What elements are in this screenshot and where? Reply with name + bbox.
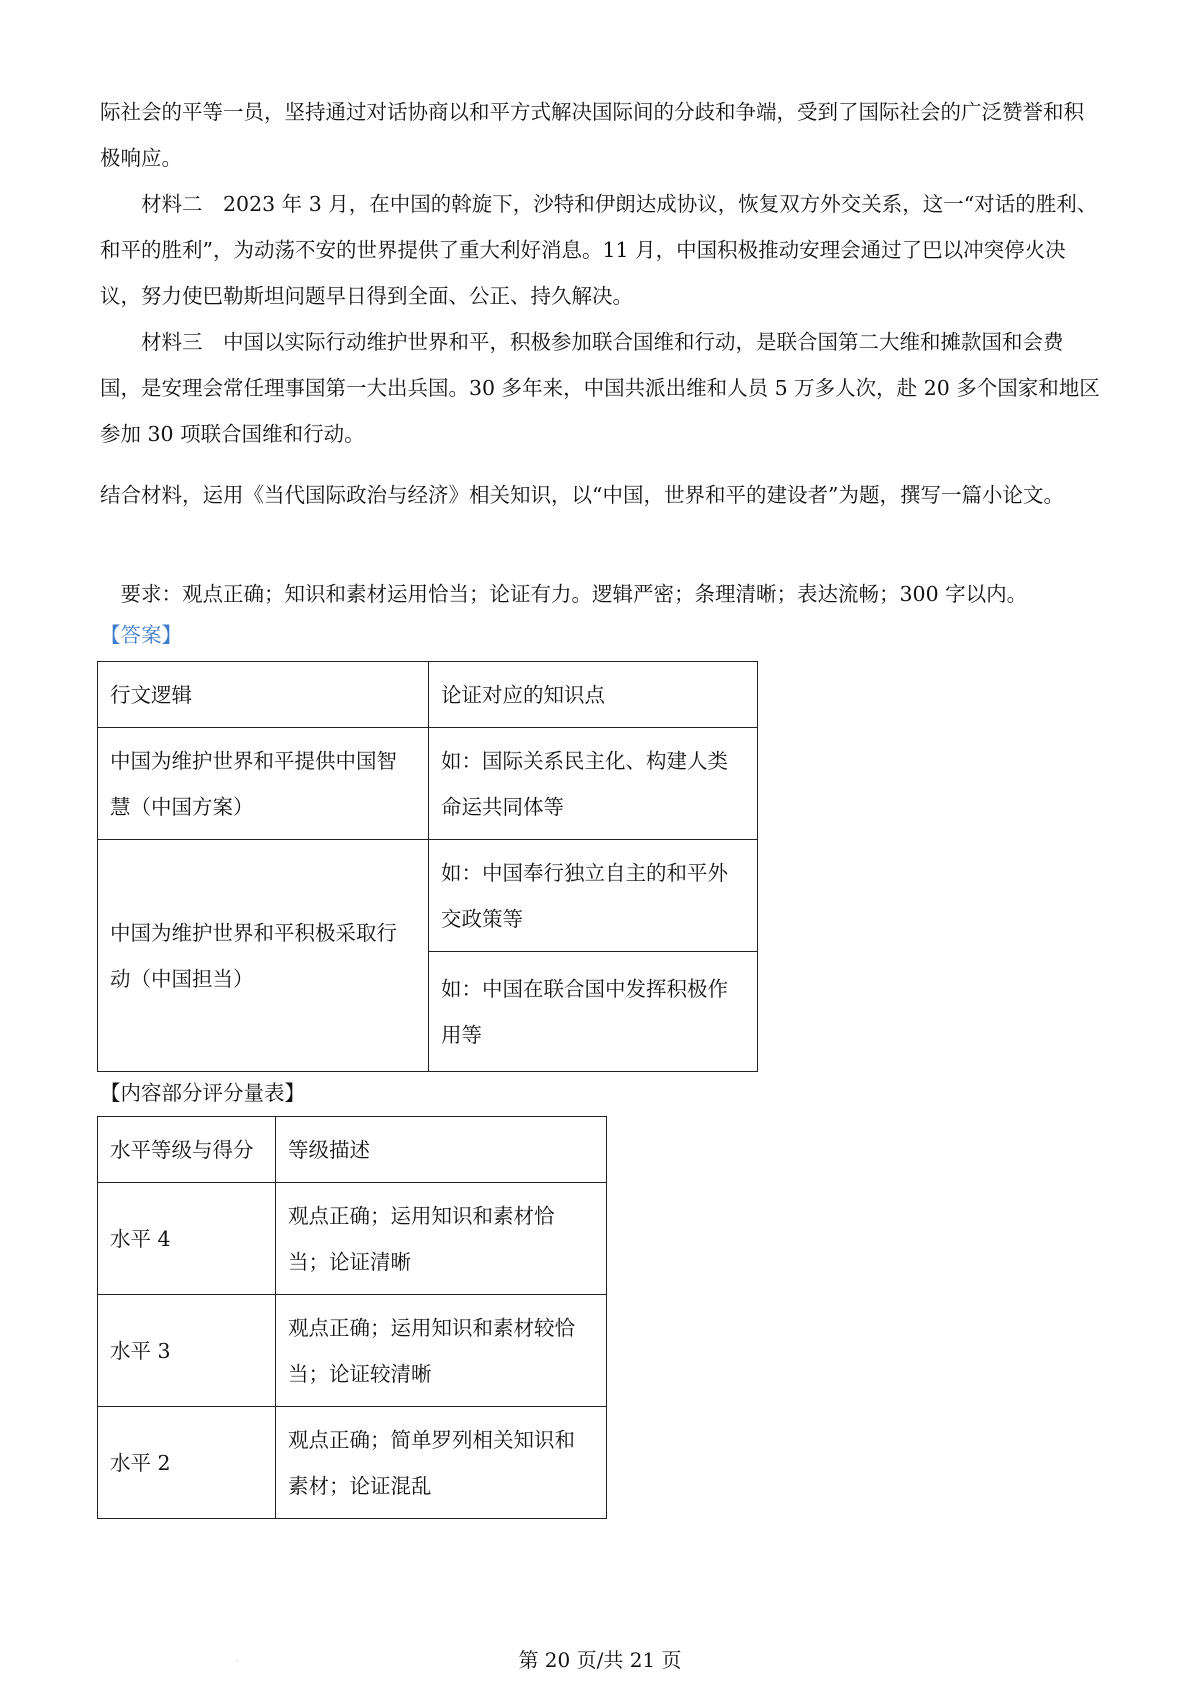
rubric-level-cell: 水平 4 [98, 1183, 276, 1295]
rubric-desc-cell: 观点正确；运用知识和素材较恰当；论证较清晰 [276, 1295, 607, 1407]
answer-point-cell: 如：中国在联合国中发挥积极作用等 [429, 952, 758, 1072]
answer-point-cell: 如：国际关系民主化、构建人类命运共同体等 [429, 728, 758, 840]
answer-logic-cell: 中国为维护世界和平积极采取行动（中国担当） [98, 840, 429, 1072]
rubric-level-cell: 水平 3 [98, 1295, 276, 1407]
answer-table [97, 661, 758, 1072]
page-footer: 第 20 页/共 21 页 [518, 1648, 682, 1672]
rubric-desc-cell: 观点正确；简单罗列相关知识和素材；论证混乱 [276, 1407, 607, 1519]
answer-table-header: 行文逻辑 [98, 662, 429, 728]
rubric-table-header: 水平等级与得分 [98, 1117, 276, 1183]
scan-speck: · [236, 1657, 239, 1666]
paragraph-requirements: 要求：观点正确；知识和素材运用恰当；论证有力。逻辑严密；条理清晰；表达流畅；300 字以内。 [120, 582, 1028, 606]
rubric-table-header: 等级描述 [276, 1117, 607, 1183]
rubric-level-cell: 水平 2 [98, 1407, 276, 1519]
rubric-table [97, 1116, 607, 1519]
answer-logic-cell: 中国为维护世界和平提供中国智慧（中国方案） [98, 728, 429, 840]
paragraph-task: 结合材料，运用《当代国际政治与经济》相关知识，以“中国，世界和平的建设者”为题，撰写一篇小论文。 [100, 483, 1064, 507]
rubric-title: 【内容部分评分量表】 [100, 1081, 305, 1105]
answer-label: 【答案】 [100, 623, 182, 647]
paragraph-material-3: 材料三 中国以实际行动维护世界和平，积极参加联合国维和行动，是联合国第二大维和摊款国和会费国，是安理会常任理事国第一大出兵国。30 多年来，中国共派出维和人员 5 万多人次，赴 20 多个国家和地区参加 30 项联合国维和行动。 [100, 330, 1100, 446]
paragraph-material-2: 材料二 2023 年 3 月，在中国的斡旋下，沙特和伊朗达成协议，恢复双方外交关系，这一“对话的胜利、和平的胜利”，为动荡不安的世界提供了重大利好消息。11 月，中国积极推动安理会通过了巴以冲突停火决议，努力使巴勒斯坦问题早日得到全面、公正、持久解决。 [100, 192, 1098, 308]
answer-table-header: 论证对应的知识点 [429, 662, 758, 728]
rubric-desc-cell: 观点正确；运用知识和素材恰当；论证清晰 [276, 1183, 607, 1295]
paragraph-continuation: 际社会的平等一员，坚持通过对话协商以和平方式解决国际间的分歧和争端，受到了国际社会的广泛赞誉和积极响应。 [100, 100, 1084, 170]
answer-point-cell: 如：中国奉行独立自主的和平外交政策等 [429, 840, 758, 952]
